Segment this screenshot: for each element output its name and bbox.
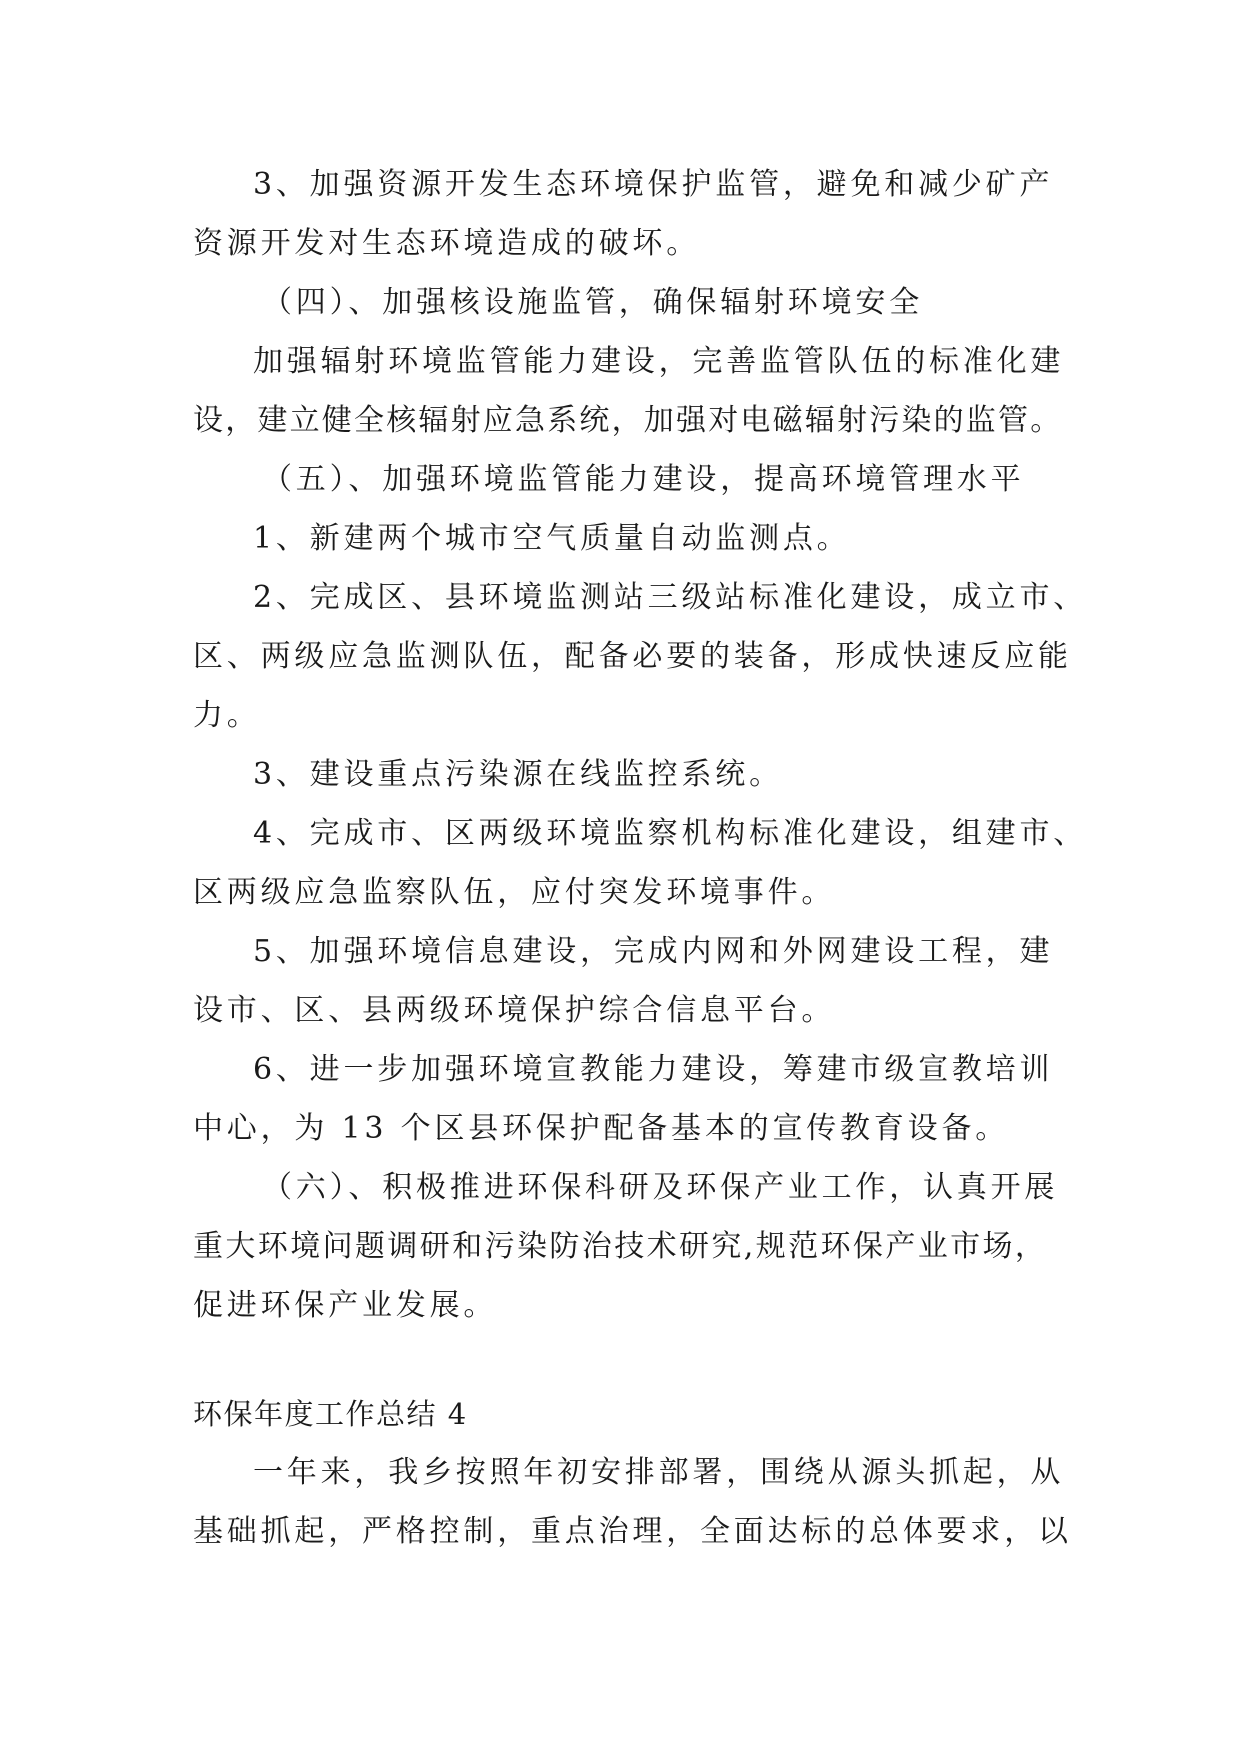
paragraph-line: 3、建设重点污染源在线监控系统。 — [253, 757, 783, 792]
paragraph-line: （六）、积极推进环保科研及环保产业工作，认真开展 — [262, 1170, 1059, 1205]
paragraph-line: 区、两级应急监测队伍，配备必要的装备，形成快速反应能 — [193, 639, 1072, 674]
paragraph-line: 5、加强环境信息建设，完成内网和外网建设工程，建 — [253, 934, 1054, 969]
paragraph-line: 3、加强资源开发生态环境保护监管，避免和减少矿产 — [253, 167, 1054, 202]
paragraph-line: 1、新建两个城市空气质量自动监测点。 — [253, 521, 851, 556]
paragraph-line: 资源开发对生态环境造成的破坏。 — [193, 226, 700, 261]
paragraph-line: 区两级应急监察队伍，应付突发环境事件。 — [193, 875, 836, 910]
paragraph-line: 加强辐射环境监管能力建设，完善监管队伍的标准化建 — [253, 344, 1065, 379]
section-heading: （五）、加强环境监管能力建设，提高环境管理水平 — [262, 462, 1025, 497]
paragraph-line: 力。 — [193, 698, 261, 733]
paragraph-line: 中心，为 13 个区县环保护配备基本的宣传教育设备。 — [193, 1111, 1010, 1146]
paragraph-line: 4、完成市、区两级环境监察机构标准化建设，组建市、 — [253, 816, 1088, 851]
paragraph-line: 设市、区、县两级环境保护综合信息平台。 — [193, 993, 836, 1028]
section-title: 环保年度工作总结 4 — [193, 1397, 468, 1431]
paragraph-line: 促进环保产业发展。 — [193, 1288, 498, 1323]
paragraph-line: 2、完成区、县环境监测站三级站标准化建设，成立市、 — [253, 580, 1088, 615]
paragraph-line: 6、进一步加强环境宣教能力建设，筹建市级宣教培训 — [253, 1052, 1054, 1087]
paragraph-line: 设，建立健全核辐射应急系统，加强对电磁辐射污染的监管。 — [193, 403, 1063, 438]
section-heading: （四）、加强核设施监管，确保辐射环境安全 — [262, 285, 923, 320]
paragraph-line: 一年来，我乡按照年初安排部署，围绕从源头抓起，从 — [253, 1455, 1065, 1490]
paragraph-line: 基础抓起，严格控制，重点治理，全面达标的总体要求，以 — [193, 1514, 1072, 1549]
paragraph-line: 重大环境问题调研和污染防治技术研究,规范环保产业市场， — [193, 1229, 1048, 1264]
